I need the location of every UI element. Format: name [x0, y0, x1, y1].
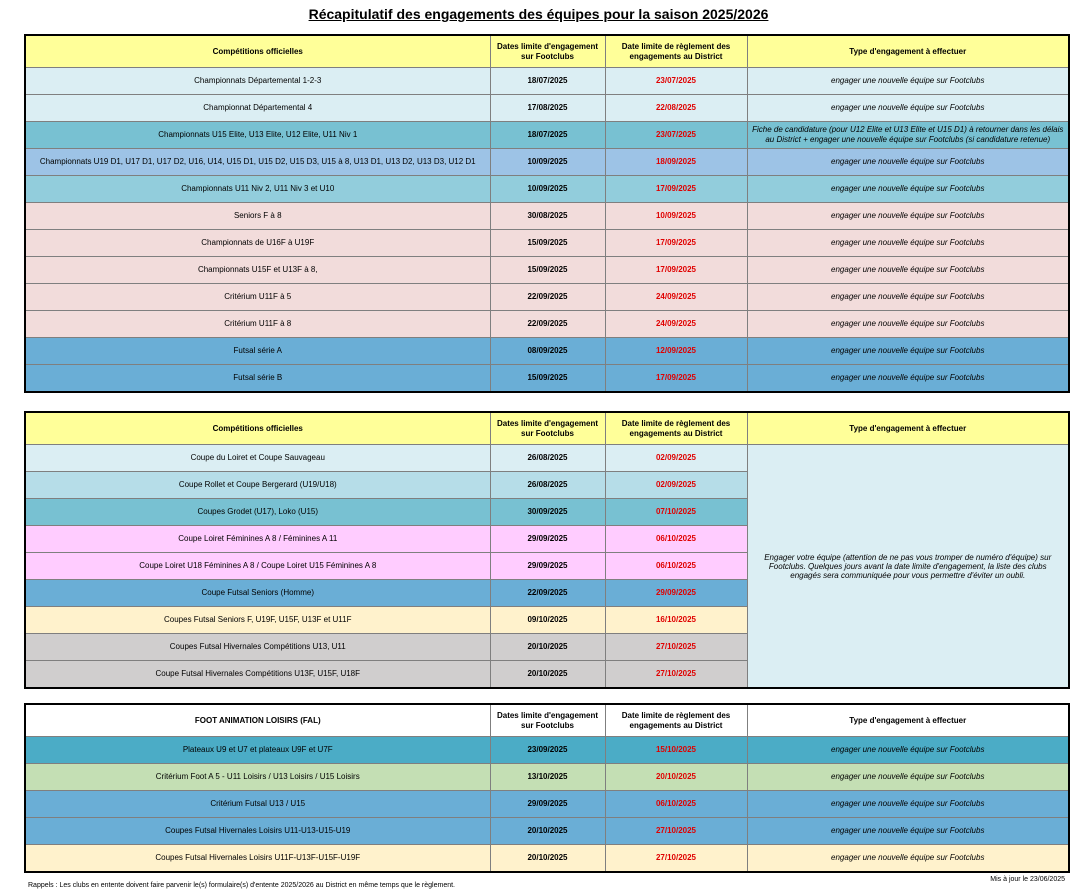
header-row [25, 35, 1069, 68]
date-footclubs: 20/10/2025 [490, 661, 605, 689]
competition-name: Seniors F à 8 [25, 203, 490, 230]
competition-name: Coupe Loiret Féminines A 8 / Féminines A 11 [25, 526, 490, 553]
competition-name: Critérium U11F à 8 [25, 311, 490, 338]
engagement-type: engager une nouvelle équipe sur Footclubs [747, 791, 1069, 818]
competition-name: Coupes Grodet (U17), Loko (U15) [25, 499, 490, 526]
date-district: 27/10/2025 [605, 818, 747, 845]
table-row [25, 149, 1069, 176]
engagement-type: engager une nouvelle équipe sur Footclubs [747, 737, 1069, 764]
date-footclubs: 22/09/2025 [490, 580, 605, 607]
header-competition: Compétitions officielles [25, 412, 490, 445]
competition-name: Coupes Futsal Seniors F, U19F, U15F, U13F et U11F [25, 607, 490, 634]
date-footclubs: 18/07/2025 [490, 122, 605, 149]
engagement-type: engager une nouvelle équipe sur Footclubs [747, 149, 1069, 176]
date-footclubs: 23/09/2025 [490, 737, 605, 764]
header-type: Type d'engagement à effectuer [747, 704, 1069, 737]
date-footclubs: 15/09/2025 [490, 257, 605, 284]
competition-name: Championnats U11 Niv 2, U11 Niv 3 et U10 [25, 176, 490, 203]
engagement-type: Fiche de candidature (pour U12 Elite et U13 Elite et U15 D1) à retourner dans les délais au District + engager une nouvelle équipe sur Footclubs (si candidature retenue) [747, 122, 1069, 149]
header-type: Type d'engagement à effectuer [747, 412, 1069, 445]
engagement-type: engager une nouvelle équipe sur Footclubs [747, 176, 1069, 203]
competition-name: Coupe du Loiret et Coupe Sauvageau [25, 445, 490, 472]
date-district: 06/10/2025 [605, 791, 747, 818]
date-footclubs: 30/09/2025 [490, 499, 605, 526]
date-footclubs: 15/09/2025 [490, 365, 605, 393]
table-row [25, 284, 1069, 311]
date-footclubs: 17/08/2025 [490, 95, 605, 122]
header-row [25, 412, 1069, 445]
header-row [25, 704, 1069, 737]
table-coupes [24, 411, 1070, 689]
competition-name: Coupes Futsal Hivernales Loisirs U11F-U13F-U15F-U19F [25, 845, 490, 873]
table-row [25, 791, 1069, 818]
date-district: 20/10/2025 [605, 764, 747, 791]
date-district: 16/10/2025 [605, 607, 747, 634]
table-row [25, 203, 1069, 230]
engagement-type: engager une nouvelle équipe sur Footclubs [747, 764, 1069, 791]
date-footclubs: 15/09/2025 [490, 230, 605, 257]
table-row [25, 68, 1069, 95]
engagement-type: engager une nouvelle équipe sur Footclubs [747, 95, 1069, 122]
engagement-type: engager une nouvelle équipe sur Footclubs [747, 338, 1069, 365]
table-row [25, 176, 1069, 203]
competition-name: Plateaux U9 et U7 et plateaux U9F et U7F [25, 737, 490, 764]
competition-name: Critérium U11F à 5 [25, 284, 490, 311]
competition-name: Championnat Départemental 4 [25, 95, 490, 122]
date-footclubs: 10/09/2025 [490, 149, 605, 176]
date-district: 27/10/2025 [605, 845, 747, 873]
header-date-footclubs: Dates limite d'engagement sur Footclubs [490, 35, 605, 68]
date-district: 02/09/2025 [605, 472, 747, 499]
table-row [25, 122, 1069, 149]
table-row [25, 338, 1069, 365]
date-district: 06/10/2025 [605, 526, 747, 553]
competition-name: Championnats Départemental 1-2-3 [25, 68, 490, 95]
header-type: Type d'engagement à effectuer [747, 35, 1069, 68]
date-footclubs: 18/07/2025 [490, 68, 605, 95]
date-footclubs: 10/09/2025 [490, 176, 605, 203]
date-footclubs: 20/10/2025 [490, 634, 605, 661]
header-date-footclubs: Dates limite d'engagement sur Footclubs [490, 412, 605, 445]
date-district: 17/09/2025 [605, 257, 747, 284]
engagement-type: engager une nouvelle équipe sur Footclubs [747, 68, 1069, 95]
date-footclubs: 29/09/2025 [490, 526, 605, 553]
table-row [25, 764, 1069, 791]
header-date-district: Date limite de règlement des engagements au District [605, 412, 747, 445]
competition-name: Coupe Futsal Seniors (Homme) [25, 580, 490, 607]
competition-name: Futsal série A [25, 338, 490, 365]
date-district: 17/09/2025 [605, 230, 747, 257]
date-footclubs: 29/09/2025 [490, 553, 605, 580]
date-district: 23/07/2025 [605, 122, 747, 149]
date-district: 17/09/2025 [605, 176, 747, 203]
date-footclubs: 09/10/2025 [490, 607, 605, 634]
competition-name: Championnats U15 Elite, U13 Elite, U12 Elite, U11 Niv 1 [25, 122, 490, 149]
date-footclubs: 08/09/2025 [490, 338, 605, 365]
engagement-type-merged: Engager votre équipe (attention de ne pas vous tromper de numéro d'équipe) sur Footclubs. Quelques jours avant la date limite d'engagement, la liste des clubs engagés sera communiquée pour vous permettre d'éviter un oubli. [747, 445, 1069, 689]
competition-name: Critérium Futsal U13 / U15 [25, 791, 490, 818]
table-championnats [24, 34, 1070, 393]
table-row [25, 445, 1069, 472]
engagement-type: engager une nouvelle équipe sur Footclubs [747, 365, 1069, 393]
date-district: 02/09/2025 [605, 445, 747, 472]
header-date-district: Date limite de règlement des engagements au District [605, 35, 747, 68]
date-district: 15/10/2025 [605, 737, 747, 764]
date-district: 23/07/2025 [605, 68, 747, 95]
table-row [25, 365, 1069, 393]
competition-name: Coupes Futsal Hivernales Compétitions U13, U11 [25, 634, 490, 661]
date-footclubs: 29/09/2025 [490, 791, 605, 818]
competition-name: Coupe Rollet et Coupe Bergerard (U19/U18) [25, 472, 490, 499]
footer-note: Rappels : Les clubs en entente doivent faire parvenir le(s) formulaire(s) d'entente 2025/2026 au District en même temps que le règlement. [28, 882, 456, 889]
date-footclubs: 20/10/2025 [490, 845, 605, 873]
header-date-district: Date limite de règlement des engagements au District [605, 704, 747, 737]
header-competition: FOOT ANIMATION LOISIRS (FAL) [25, 704, 490, 737]
engagement-type: engager une nouvelle équipe sur Footclubs [747, 284, 1069, 311]
header-competition: Compétitions officielles [25, 35, 490, 68]
engagement-type: engager une nouvelle équipe sur Footclubs [747, 845, 1069, 873]
table-row [25, 257, 1069, 284]
date-footclubs: 13/10/2025 [490, 764, 605, 791]
date-footclubs: 22/09/2025 [490, 311, 605, 338]
competition-name: Critérium Foot A 5 - U11 Loisirs / U13 Loisirs / U15 Loisirs [25, 764, 490, 791]
competition-name: Championnats U19 D1, U17 D1, U17 D2, U16, U14, U15 D1, U15 D2, U15 D3, U15 à 8, U13 D1, U13 D2, U13 D3, U12 D1 [25, 149, 490, 176]
date-district: 22/08/2025 [605, 95, 747, 122]
date-district: 17/09/2025 [605, 365, 747, 393]
competition-name: Coupe Futsal Hivernales Compétitions U13F, U15F, U18F [25, 661, 490, 689]
date-footclubs: 22/09/2025 [490, 284, 605, 311]
date-district: 29/09/2025 [605, 580, 747, 607]
table-row [25, 311, 1069, 338]
table-row [25, 95, 1069, 122]
competition-name: Championnats U15F et U13F à 8, [25, 257, 490, 284]
engagement-type: engager une nouvelle équipe sur Footclubs [747, 230, 1069, 257]
date-district: 27/10/2025 [605, 661, 747, 689]
engagement-type: engager une nouvelle équipe sur Footclubs [747, 311, 1069, 338]
engagement-type: engager une nouvelle équipe sur Footclubs [747, 257, 1069, 284]
competition-name: Coupes Futsal Hivernales Loisirs U11-U13-U15-U19 [25, 818, 490, 845]
competition-name: Futsal série B [25, 365, 490, 393]
header-date-footclubs: Dates limite d'engagement sur Footclubs [490, 704, 605, 737]
date-footclubs: 20/10/2025 [490, 818, 605, 845]
competition-name: Coupe Loiret U18 Féminines A 8 / Coupe Loiret U15 Féminines A 8 [25, 553, 490, 580]
date-district: 18/09/2025 [605, 149, 747, 176]
date-footclubs: 26/08/2025 [490, 445, 605, 472]
date-district: 10/09/2025 [605, 203, 747, 230]
date-district: 24/09/2025 [605, 284, 747, 311]
date-footclubs: 30/08/2025 [490, 203, 605, 230]
competition-name: Championnats de U16F à U19F [25, 230, 490, 257]
engagement-type: engager une nouvelle équipe sur Footclubs [747, 203, 1069, 230]
date-district: 07/10/2025 [605, 499, 747, 526]
date-district: 06/10/2025 [605, 553, 747, 580]
date-footclubs: 26/08/2025 [490, 472, 605, 499]
table-row [25, 818, 1069, 845]
page-title: Récapitulatif des engagements des équipes pour la saison 2025/2026 [308, 6, 769, 22]
table-row [25, 737, 1069, 764]
update-date: Mis à jour le 23/06/2025 [990, 876, 1065, 883]
engagement-type: engager une nouvelle équipe sur Footclubs [747, 818, 1069, 845]
date-district: 24/09/2025 [605, 311, 747, 338]
date-district: 27/10/2025 [605, 634, 747, 661]
table-foot-animation-loisirs [24, 703, 1070, 873]
date-district: 12/09/2025 [605, 338, 747, 365]
table-row [25, 845, 1069, 873]
table-row [25, 230, 1069, 257]
